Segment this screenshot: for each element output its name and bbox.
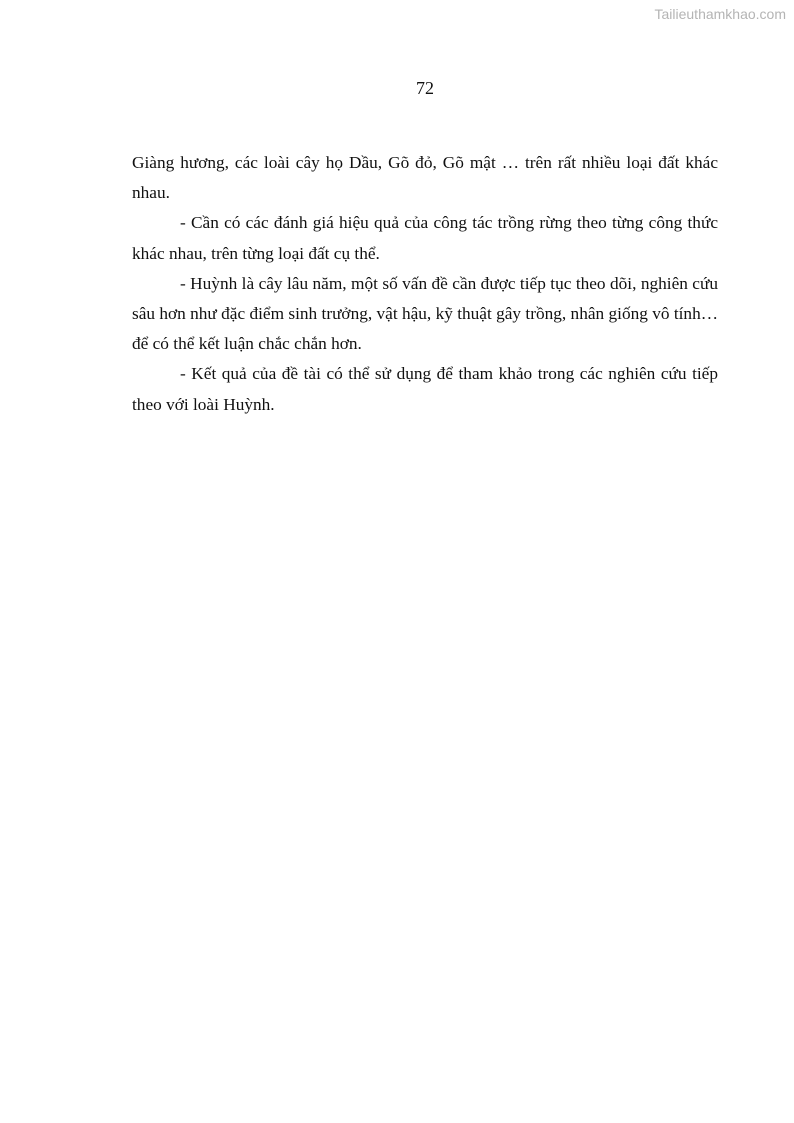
paragraph-3: - Huỳnh là cây lâu năm, một số vấn đề cần được tiếp tục theo dõi, nghiên cứu sâu hơn như đặc điểm sinh trưởng, vật hậu, kỹ thuật gây trồng, nhân giống vô tính… để có thể kết luận chắc chắn hơn.	[132, 273, 718, 354]
document-body	[132, 148, 718, 420]
watermark-text: Tailieuthamkhao.com	[654, 6, 786, 22]
paragraph-4: - Kết quả của đề tài có thể sử dụng để tham khảo trong các nghiên cứu tiếp theo với loài Huỳnh.	[132, 364, 718, 414]
paragraph-2: - Cần có các đánh giá hiệu quả của công tác trồng rừng theo từng công thức khác nhau, trên từng loại đất cụ thể.	[132, 213, 718, 263]
paragraph-1: Giàng hương, các loài cây họ Dầu, Gõ đỏ, Gõ mật … trên rất nhiều loại đất khác nhau.	[132, 153, 718, 203]
page-number: 72	[416, 78, 434, 98]
